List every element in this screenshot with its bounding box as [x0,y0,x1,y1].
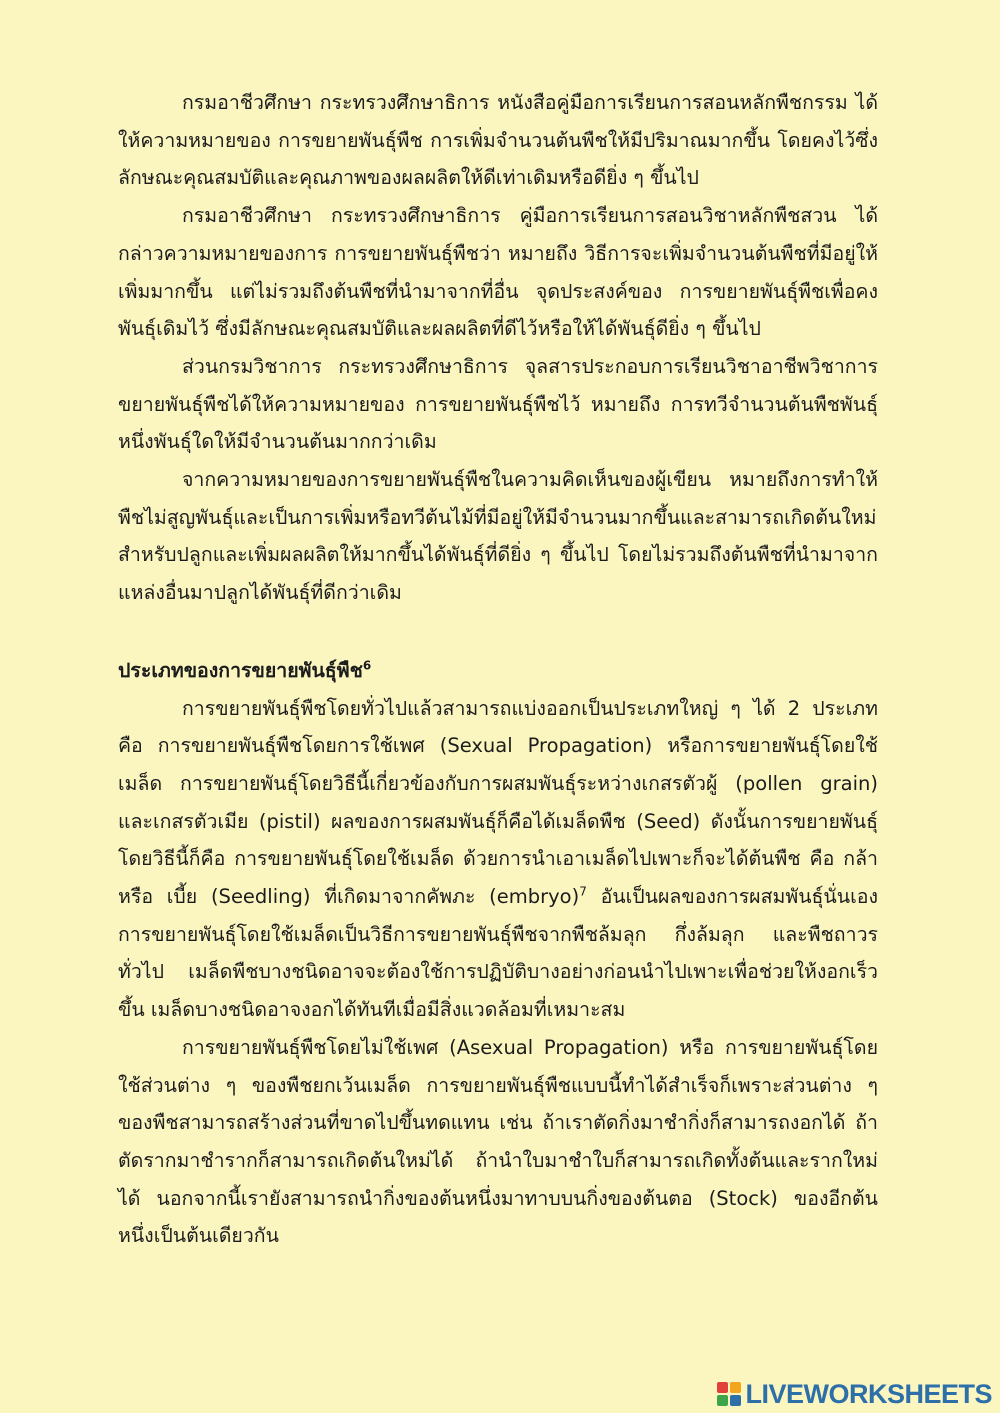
intro-paragraph-2: กรมอาชีวศึกษา กระทรวงศึกษาธิการ คู่มือการเรียนการสอนวิชาหลักพืชสวน ได้กล่าวความหมายของการ การขยายพันธุ์พืชว่า หมายถึง วิธีการจะเพิ่มจำนวนต้นพืชที่มีอยู่ให้เพิ่มมากขึ้น แต่ไม่รวมถึงต้นพืชที่นำมาจากที่อื่น จุดประสงค์ของ การขยายพันธุ์พืชเพื่อคงพันธุ์เดิมไว้ ซึ่งมีลักษณะคุณสมบัติและผลผลิตที่ดีไว้หรือให้ได้พันธุ์ดียิ่ง ๆ ขึ้นไป [118,204,878,341]
section-heading [118,652,878,690]
logo-square-red [717,1382,728,1393]
intro-paragraph-4: จากความหมายของการขยายพันธุ์พืชในความคิดเห็นของผู้เขียน หมายถึงการทำให้พืชไม่สูญพันธุ์และเป็นการเพิ่มหรือทวีต้นไม้ที่มีอยู่ให้มีจำนวนมากขึ้นและสามารถเกิดต้นใหม่สำหรับปลูกและเพิ่มผลผลิตให้มากขึ้นได้พันธุ์ที่ดียิ่ง ๆ ขึ้นไป โดยไม่รวมถึงต้นพืชที่นำมาจากแหล่งอื่นมาปลูกได้พันธุ์ที่ดีกว่าเดิม [118,468,878,605]
logo-text: LIVEWORKSHEETS [745,1378,992,1409]
logo-square-orange [730,1382,741,1393]
intro-paragraph-1: กรมอาชีวศึกษา กระทรวงศึกษาธิการ หนังสือคู่มือการเรียนการสอนหลักพืชกรรม ได้ให้ความหมายของ การขยายพันธุ์พืช การเพิ่มจำนวนต้นพืชให้มีปริมาณมากขึ้น โดยคงไว้ซึ่งลักษณะคุณสมบัติและคุณภาพของผลผลิตให้ดีเท่าเดิมหรือดียิ่ง ๆ ขึ้นไป [118,91,878,190]
sexual-propagation-text-2: อันเป็นผลของการผสมพันธุ์นั่นเอง การขยายพันธุ์โดยใช้เมล็ดเป็นวิธีการขยายพันธุ์พืชจากพืชล้มลุก กึ่งล้มลุก และพืชถาวรทั่วไป เมล็ดพืชบางชนิดอาจจะต้องใช้การปฏิบัติบางอย่างก่อนนำไปเพาะเพื่อช่วยให้งอกเร็วขึ้น เมล็ดบางชนิดอาจงอกได้ทันทีเมื่อมีสิ่งแวดล้อมที่เหมาะสม [118,885,878,1022]
sexual-propagation-paragraph [118,690,878,1029]
sexual-propagation-text-1: การขยายพันธุ์พืชโดยทั่วไปแล้วสามารถแบ่งออกเป็นประเภทใหญ่ ๆ ได้ 2 ประเภท คือ การขยายพันธุ์พืชโดยการใช้เพศ (Sexual Propagation) หรือการขยายพันธุ์โดยใช้เมล็ด การขยายพันธุ์โดยวิธีนี้เกี่ยวข้องกับการผสมพันธุ์ระหว่างเกสรตัวผู้ (pollen grain) และเกสรตัวเมีย (pistil) ผลของการผสมพันธุ์ก็คือได้เมล็ดพืช (Seed) ดังนั้นการขยายพันธุ์โดยวิธีนี้ก็คือ การขยายพันธุ์โดยใช้เมล็ด ด้วยการนำเอาเมล็ดไปเพาะก็จะได้ต้นพืช คือ กล้า หรือ เบี้ย (Seedling) ที่เกิดมาจากคัพภะ (embryo) [118,696,878,909]
logo-grid-icon [717,1382,741,1406]
asexual-propagation-paragraph: การขยายพันธุ์พืชโดยไม่ใช้เพศ (Asexual Propagation) หรือ การขยายพันธุ์โดยใช้ส่วนต่าง ๆ ของพืชยกเว้นเมล็ด การขยายพันธุ์พืชแบบนี้ทำได้สำเร็จก็เพราะส่วนต่าง ๆ ของพืชสามารถสร้างส่วนที่ขาดไปขึ้นทดแทน เช่น ถ้าเราตัดกิ่งมาชำกิ่งก็สามารถงอกได้ ถ้าตัดรากมาชำรากก็สามารถเกิดต้นใหม่ได้ ถ้านำใบมาชำใบก็สามารถเกิดทั้งต้นและรากใหม่ได้ นอกจากนี้เรายังสามารถนำกิ่งของต้นหนึ่งมาทาบบนกิ่งของต้นตอ (Stock) ของอีกต้นหนึ่งเป็นต้นเดียวกัน [118,1035,878,1248]
section-heading-text: ประเภทของการขยายพันธุ์พืช [118,658,363,682]
document-body [118,84,878,1255]
logo-square-blue [730,1395,741,1406]
liveworksheets-logo[interactable] [717,1379,992,1409]
footnote-marker-7: 7 [579,884,587,899]
footnote-marker-6: 6 [362,658,372,673]
intro-paragraph-3: ส่วนกรมวิชาการ กระทรวงศึกษาธิการ จุลสารประกอบการเรียนวิชาอาชีพวิชาการขยายพันธุ์พืชได้ให้ความหมายของ การขยายพันธุ์พืชไว้ หมายถึง การทวีจำนวนต้นพืชพันธุ์หนึ่งพันธุ์ใดให้มีจำนวนต้นมากกว่าเดิม [118,354,878,454]
logo-square-green [717,1395,728,1406]
